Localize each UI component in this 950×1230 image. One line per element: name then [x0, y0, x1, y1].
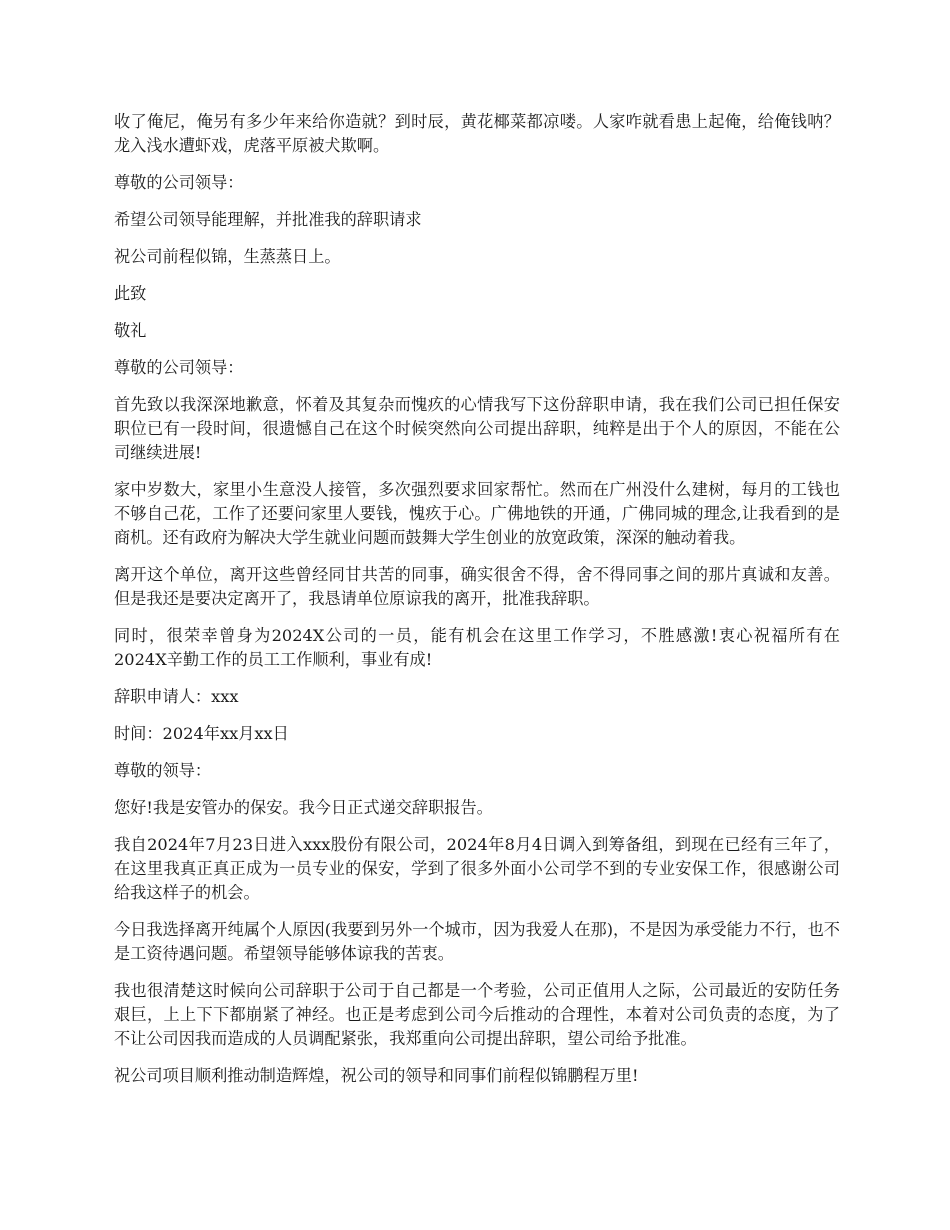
- paragraph-apology: 首先致以我深深地歉意，怀着及其复杂而愧疚的心情我写下这份辞职申请，我在我们公司已担任保安职位已有一段时间，很遗憾自己在这个时候突然向公司提出辞职，纯粹是出于个人的原因，不能在公司继续进展!: [114, 395, 840, 462]
- paragraph-gratitude: 同时，很荣幸曾身为2024X公司的一员，能有机会在这里工作学习，不胜感激!衷心祝福所有在2024X辛勤工作的员工工作顺利，事业有成!: [114, 626, 840, 669]
- paragraph-intro: 您好!我是安管办的保安。我今日正式递交辞职报告。: [114, 798, 493, 817]
- closing-cizhi: 此致: [114, 284, 147, 303]
- salutation: 尊敬的公司领导：: [114, 173, 244, 192]
- document-body: [114, 110, 840, 1101]
- paragraph-farewell: 离开这个单位，离开这些曾经同甘共苦的同事，确实很舍不得，舍不得同事之间的那片真诚和友善。 但是我还是要决定离开了，我恳请单位原谅我的离开，批准我辞职。: [114, 565, 840, 608]
- closing-jingli: 敬礼: [114, 321, 147, 340]
- salutation: 尊敬的领导：: [114, 761, 212, 780]
- paragraph-final-wish: 祝公司项目顺利推动制造辉煌，祝公司的领导和同事们前程似锦鹏程万里!: [114, 1066, 639, 1085]
- applicant-line: 辞职申请人：xxx: [114, 687, 239, 706]
- salutation: 尊敬的公司领导：: [114, 358, 244, 377]
- paragraph-personal-reason: 今日我选择离开纯属个人原因(我要到另外一个城市，因为我爱人在那)，不是因为承受能力不行，也不是工资待遇问题。希望领导能够体谅我的苦衷。: [114, 920, 840, 963]
- paragraph-opening-text: 收了俺尼，俺另有多少年来给你造就？到时辰，黄花椰菜都凉喽。人家咋就看患上起俺，给俺钱呐？龙入浅水遭虾戏，虎落平原被犬欺啊。: [114, 112, 840, 155]
- paragraph-history: 我自2024年7月23日进入xxx股份有限公司，2024年8月4日调入到筹备组，到现在已经有三年了，在这里我真正真正成为一员专业的保安，学到了很多外面小公司学不到的专业安保工作，很感谢公司给我这样子的机会。: [114, 835, 840, 902]
- date-line: 时间：2024年xx月xx日: [114, 724, 289, 743]
- paragraph-wish: 祝公司前程似锦，生蒸蒸日上。: [114, 247, 341, 266]
- paragraph-family-reason: 家中岁数大，家里小生意没人接管，多次强烈要求回家帮忙。然而在广州没什么建树，每月的工钱也不够自己花，工作了还要问家里人要钱，愧疚于心。广佛地铁的开通，广佛同城的理念,让我看到的是商机。还有政府为解决大学生就业问题而鼓舞大学生创业的放宽政策，深深的触动着我。: [114, 480, 840, 547]
- paragraph-request: 希望公司领导能理解，并批准我的辞职请求: [114, 210, 422, 229]
- paragraph-consideration: 我也很清楚这时候向公司辞职于公司于自己都是一个考验，公司正值用人之际，公司最近的安防任务艰巨，上上下下都崩紧了神经。也正是考虑到公司今后推动的合理性，本着对公司负责的态度，为了不让公司因我而造成的人员调配紧张，我郑重向公司提出辞职，望公司给予批准。: [114, 981, 840, 1048]
